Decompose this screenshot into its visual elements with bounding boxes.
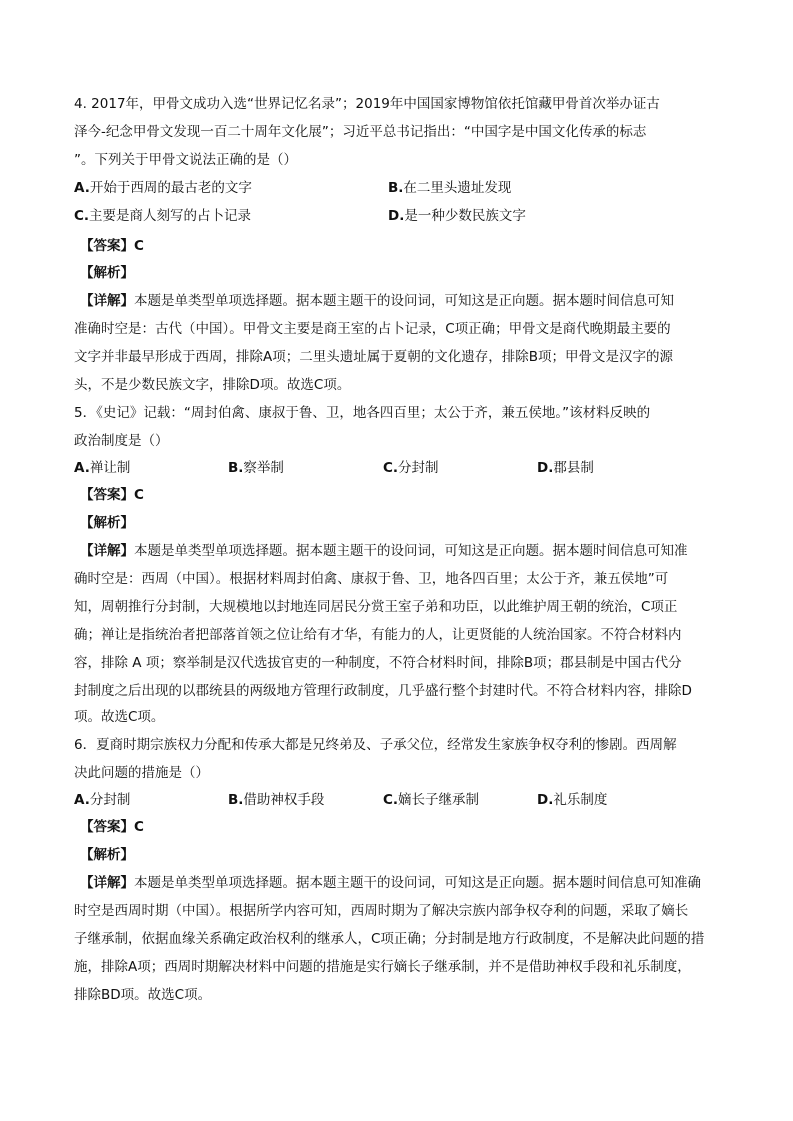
q5-detail-line-3: 知，周朝推行分封制，大规模地以封地连同居民分赏王室子弟和功臣，以此维护周王朝的统治，C项正 xyxy=(74,599,678,615)
q6-stem-line-2: 决此问题的措施是（） xyxy=(74,765,209,781)
q6-options-row xyxy=(74,790,724,810)
q5-stem-line-2: 政治制度是（） xyxy=(74,433,169,449)
q4-option-a: A.开始于西周的最古老的文字 xyxy=(74,180,252,196)
q5-option-c: C.分封制 xyxy=(383,460,439,476)
q4-option-b: B.在二里头遗址发现 xyxy=(388,180,512,196)
q5-detail-line-7: 项。故选C项。 xyxy=(74,709,165,725)
q5-answer: 【答案】C xyxy=(80,487,144,503)
q5-stem-line-1: 5．《史记》记载：“周封伯禽、康叔于鲁、卫，地各四百里；太公于齐，兼五侯地。”该材料反映的 xyxy=(74,405,651,421)
q5-detail-line-4: 确；禅让是指统治者把部落首领之位让给有才华，有能力的人，让更贤能的人统治国家。不符合材料内 xyxy=(74,627,682,643)
q5-option-d: D.郡县制 xyxy=(537,460,594,476)
q4-option-c: C.主要是商人刻写的占卜记录 xyxy=(74,208,252,224)
q6-answer: 【答案】C xyxy=(80,819,144,835)
q6-option-b: B.借助神权手段 xyxy=(228,792,325,808)
q4-option-d: D.是一种少数民族文字 xyxy=(388,208,526,224)
q5-option-b: B.察举制 xyxy=(228,460,284,476)
q6-option-c: C.嫡长子继承制 xyxy=(383,792,480,808)
q4-analysis-tag: 【解析】 xyxy=(80,265,134,281)
q5-detail-line-5: 容，排除 A 项；察举制是汉代选拔官吏的一种制度，不符合材料时间，排除B项；郡县制是中国古代分 xyxy=(74,655,682,671)
q4-stem-line-2: 泽今-纪念甲骨文发现一百二十周年文化展”；习近平总书记指出：“中国字是中国文化传承的标志 xyxy=(74,124,647,140)
q5-option-a: A.禅让制 xyxy=(74,460,131,476)
q5-analysis-tag: 【解析】 xyxy=(80,515,134,531)
q5-options-row xyxy=(74,458,724,478)
q6-detail-line-2: 时空是西周时期（中国）。根据所学内容可知，西周时期为了解决宗族内部争权夺利的问题，采取了嫡长 xyxy=(74,903,689,919)
q6-option-a: A.分封制 xyxy=(74,792,131,808)
q5-detail-line-6: 封制度之后出现的以郡统县的两级地方管理行政制度，几乎盛行整个封建时代。不符合材料内容，排除D xyxy=(74,683,692,699)
q4-options-row-2 xyxy=(74,206,724,226)
q6-detail-line-1: 【详解】本题是单类型单项选择题。据本题主题干的设问词，可知这是正向题。据本题时间信息可知准确 xyxy=(80,875,701,891)
q6-detail-line-5: 排除BD项。故选C项。 xyxy=(74,987,212,1003)
q4-detail-line-1: 【详解】本题是单类型单项选择题。据本题主题干的设问词，可知这是正向题。据本题时间信息可知 xyxy=(80,293,674,309)
q5-detail-line-2: 确时空是：西周（中国）。根据材料周封伯禽、康叔于鲁、卫，地各四百里；太公于齐，兼五侯地”可 xyxy=(74,571,669,587)
q6-detail-line-3: 子继承制，依据血缘关系确定政治权利的继承人，C项正确；分封制是地方行政制度，不是解决此问题的措 xyxy=(74,931,705,947)
q4-answer: 【答案】C xyxy=(80,238,144,254)
q4-stem-line-1: 4. 2017年，甲骨文成功入选“世界记忆名录”；2019年中国国家博物馆依托馆藏甲骨首次举办证古 xyxy=(74,96,660,112)
q6-option-d: D.礼乐制度 xyxy=(537,792,608,808)
q4-detail-line-3: 文字并非最早形成于西周，排除A项；二里头遗址属于夏朝的文化遗存，排除B项；甲骨文是汉字的源 xyxy=(74,349,673,365)
q4-options-row-1 xyxy=(74,178,724,198)
q6-detail-line-4: 施，排除A项；西周时期解决材料中问题的措施是实行嫡长子继承制，并不是借助神权手段和礼乐制度， xyxy=(74,959,691,975)
q6-analysis-tag: 【解析】 xyxy=(80,847,134,863)
q5-detail-line-1: 【详解】本题是单类型单项选择题。据本题主题干的设问词，可知这是正向题。据本题时间信息可知准 xyxy=(80,543,688,559)
q4-stem-line-3: ”。下列关于甲骨文说法正确的是（） xyxy=(74,152,297,168)
q4-detail-line-4: 头，不是少数民族文字，排除D项。故选C项。 xyxy=(74,377,351,393)
q4-detail-line-2: 准确时空是：古代（中国）。甲骨文主要是商王室的占卜记录，C项正确；甲骨文是商代晚期最主要的 xyxy=(74,321,671,337)
q6-stem-line-1: 6．夏商时期宗族权力分配和传承大都是兄终弟及、子承父位，经常发生家族争权夺利的惨剧。西周解 xyxy=(74,737,677,753)
